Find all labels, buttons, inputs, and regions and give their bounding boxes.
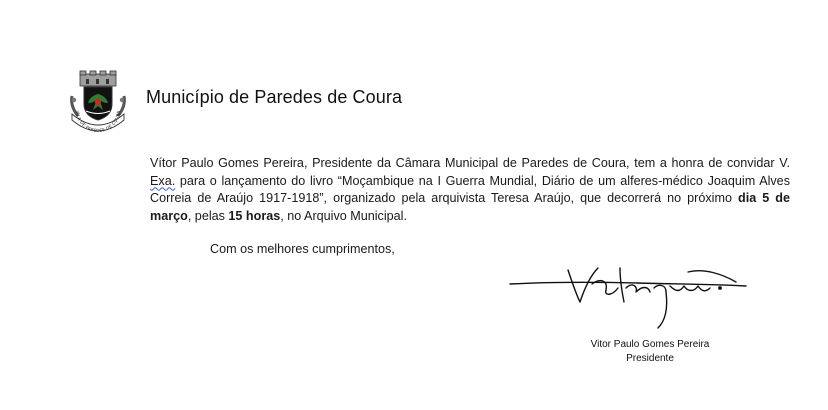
invitation-paragraph — [150, 155, 790, 225]
event-time: 15 horas — [228, 208, 281, 223]
spellcheck-word: Exa. — [150, 173, 176, 188]
municipality-title: Município de Paredes de Coura — [146, 87, 403, 107]
signer-block — [540, 338, 760, 366]
event-date: dia 5 de março — [150, 191, 790, 223]
paragraph-text-1: Vítor Paulo Gomes Pereira, Presidente da Câmara Municipal de Paredes de Coura, tem a honra de convidar V. — [150, 156, 790, 170]
paragraph-text-4: , no Arquivo Municipal. — [280, 208, 407, 223]
municipal-crest-icon — [66, 70, 130, 134]
handwritten-signature-icon — [508, 262, 748, 334]
paragraph-text-3: , pelas — [187, 208, 229, 223]
svg-text:VILA DE PAREDES DE COURA: VILA DE PAREDES DE COURA — [73, 110, 123, 134]
signer-role: Presidente — [626, 353, 674, 364]
signer-name: Vitor Paulo Gomes Pereira — [590, 339, 710, 350]
closing-salutation: Com os melhores cumprimentos, — [210, 242, 395, 256]
paragraph-text-2: para o lançamento do livro “Moçambique na I Guerra Mundial, Diário de um alferes-médico Joaquim Alves Correia de Araújo 1917-1918”, organizado pela arquivista Teresa Araújo, que decorrerá no próximo — [150, 173, 790, 205]
